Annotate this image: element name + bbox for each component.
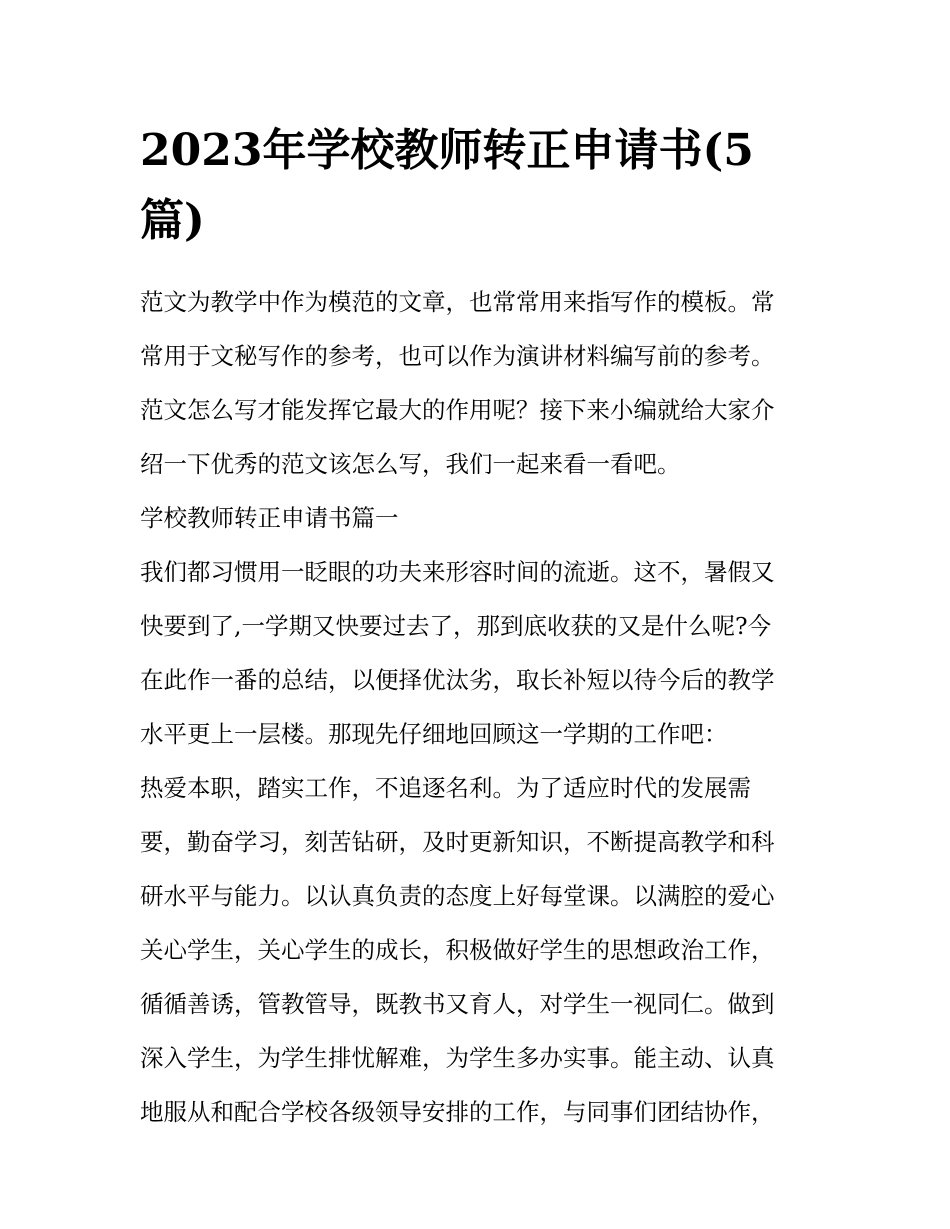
body-line: 要，勤奋学习，刻苦钻研，及时更新知识，不断提高教学和科	[140, 828, 775, 856]
body-line: 在此作一番的总结，以便择优汰劣，取长补短以待今后的教学	[140, 666, 775, 694]
body-line: 水平更上一层楼。那现先仔细地回顾这一学期的工作吧：	[140, 720, 728, 748]
title-line: 篇)	[140, 195, 205, 246]
body-line: 范文怎么写才能发挥它最大的作用呢？接下来小编就给大家介	[140, 396, 775, 424]
body-line: 范文为教学中作为模范的文章，也常常用来指写作的模板。常	[140, 288, 775, 316]
body-line: 绍一下优秀的范文该怎么写，我们一起来看一看吧。	[140, 450, 681, 478]
document-body	[140, 275, 820, 1139]
body-line: 地服从和配合学校各级领导安排的工作，与同事们团结协作，	[140, 1098, 775, 1126]
body-line: 常用于文秘写作的参考，也可以作为演讲材料编写前的参考。	[140, 342, 775, 370]
body-line: 我们都习惯用一眨眼的功夫来形容时间的流逝。这不，暑假又	[140, 558, 775, 586]
document-title	[140, 116, 820, 256]
section-heading: 学校教师转正申请书篇一	[140, 504, 399, 532]
body-line: 研水平与能力。以认真负责的态度上好每堂课。以满腔的爱心	[140, 882, 775, 910]
body-line: 循循善诱，管教管导，既教书又育人，对学生一视同仁。做到	[140, 990, 775, 1018]
body-line: 关心学生，关心学生的成长，积极做好学生的思想政治工作，	[140, 936, 775, 964]
title-line: 2023年学校教师转正申请书(5	[140, 125, 754, 176]
body-line: 快要到了,一学期又快要过去了，那到底收获的又是什么呢?今	[140, 612, 772, 640]
body-line: 深入学生，为学生排忧解难，为学生多办实事。能主动、认真	[140, 1044, 775, 1072]
body-line: 热爱本职，踏实工作，不追逐名利。为了适应时代的发展需	[140, 774, 751, 802]
